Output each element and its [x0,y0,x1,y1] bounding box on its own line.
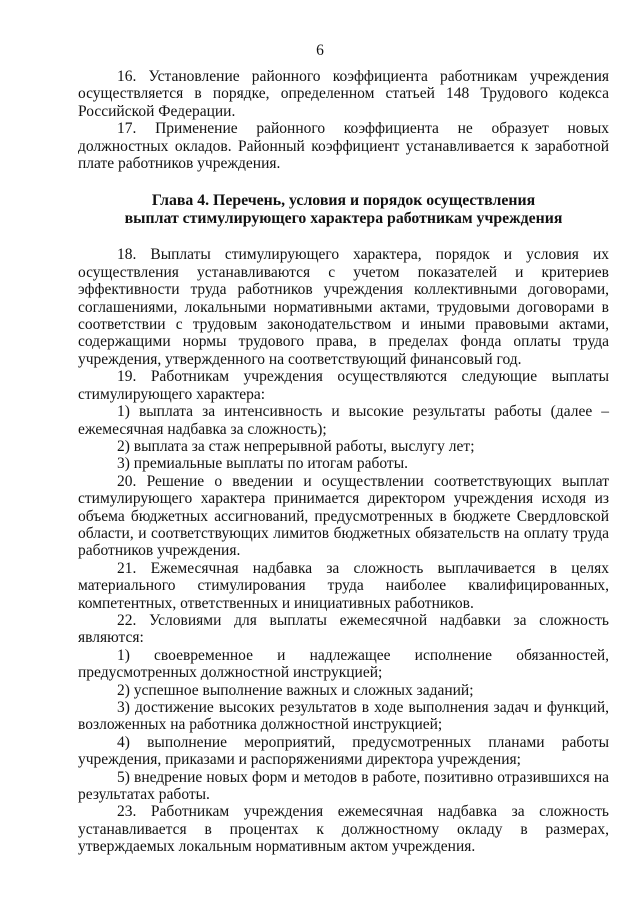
paragraph-20: 20. Решение о введении и осуществлении соответствующих выплат стимулирующего характера принимается директором учреждения исходя из объема бюджетных ассигнований, предусмотренных в бюджете Свердловской области, и соответствующих лимитов бюджетных обязательств на оплату труда работников учреждения. [78,472,609,560]
paragraph-19: 19. Работникам учреждения осуществляются следующие выплаты стимулирующего характера: [78,368,609,403]
paragraph-17: 17. Применение районного коэффициента не образует новых должностных окладов. Районный коэффициент устанавливается к заработной плате работников учреждения. [78,120,609,173]
chapter-heading-line-1: Глава 4. Перечень, условия и порядок осуществления [151,192,536,210]
paragraph-21: 21. Ежемесячная надбавка за сложность выплачивается в целях материального стимулирования труда наиболее квалифицированных, компетентных, ответственных и инициативных работников. [78,559,609,612]
document-body [78,68,609,856]
list-item-22-3: 3) достижение высоких результатов в ходе выполнения задач и функций, возложенных на работника должностной инструкцией; [78,699,609,734]
paragraph-16: 16. Установление районного коэффициента работникам учреждения осуществляется в порядке, определенном статьей 148 Трудового кодекса Российской Федерации. [78,68,609,120]
list-item-19-2: 2) выплата за стаж непрерывной работы, выслугу лет; [117,437,475,455]
paragraph-22: 22. Условиями для выплаты ежемесячной надбавки за сложность являются: [78,611,609,647]
list-item-22-4: 4) выполнение мероприятий, предусмотренных планами работы учреждения, приказами и распоряжениями директора учреждения; [78,733,609,769]
paragraph-23: 23. Работникам учреждения ежемесячная надбавка за сложность устанавливается в процентах к должностному окладу в размерах, утверждаемых локальным нормативным актом учреждения. [78,803,609,856]
list-item-22-5: 5) внедрение новых форм и методов в работе, позитивно отразившихся на результатах работы. [78,768,609,804]
list-item-22-2: 2) успешное выполнение важных и сложных заданий; [117,681,474,699]
list-item-22-1: 1) своевременное и надлежащее исполнение обязанностей, предусмотренных должностной инструкцией; [78,646,609,682]
page-number: 6 [316,42,324,59]
list-item-19-3: 3) премиальные выплаты по итогам работы. [117,455,408,473]
list-item-19-1: 1) выплата за интенсивность и высокие результаты работы (далее – ежемесячная надбавка за сложность); [78,403,609,438]
chapter-heading [78,192,609,228]
chapter-heading-line-2: выплат стимулирующего характера работникам учреждения [124,210,563,228]
paragraph-18: 18. Выплаты стимулирующего характера, порядок и условия их осуществления устанавливаются с учетом показателей и критериев эффективности труда работников учреждения коллективными договорами, соглашениями, локальными нормативными актами, трудовыми договорами в соответствии с трудовым законодательством и иными правовыми актами, содержащими нормы трудового права, в пределах фонда оплаты труда учреждения, утвержденного на соответствующий финансовый год. [78,246,609,368]
